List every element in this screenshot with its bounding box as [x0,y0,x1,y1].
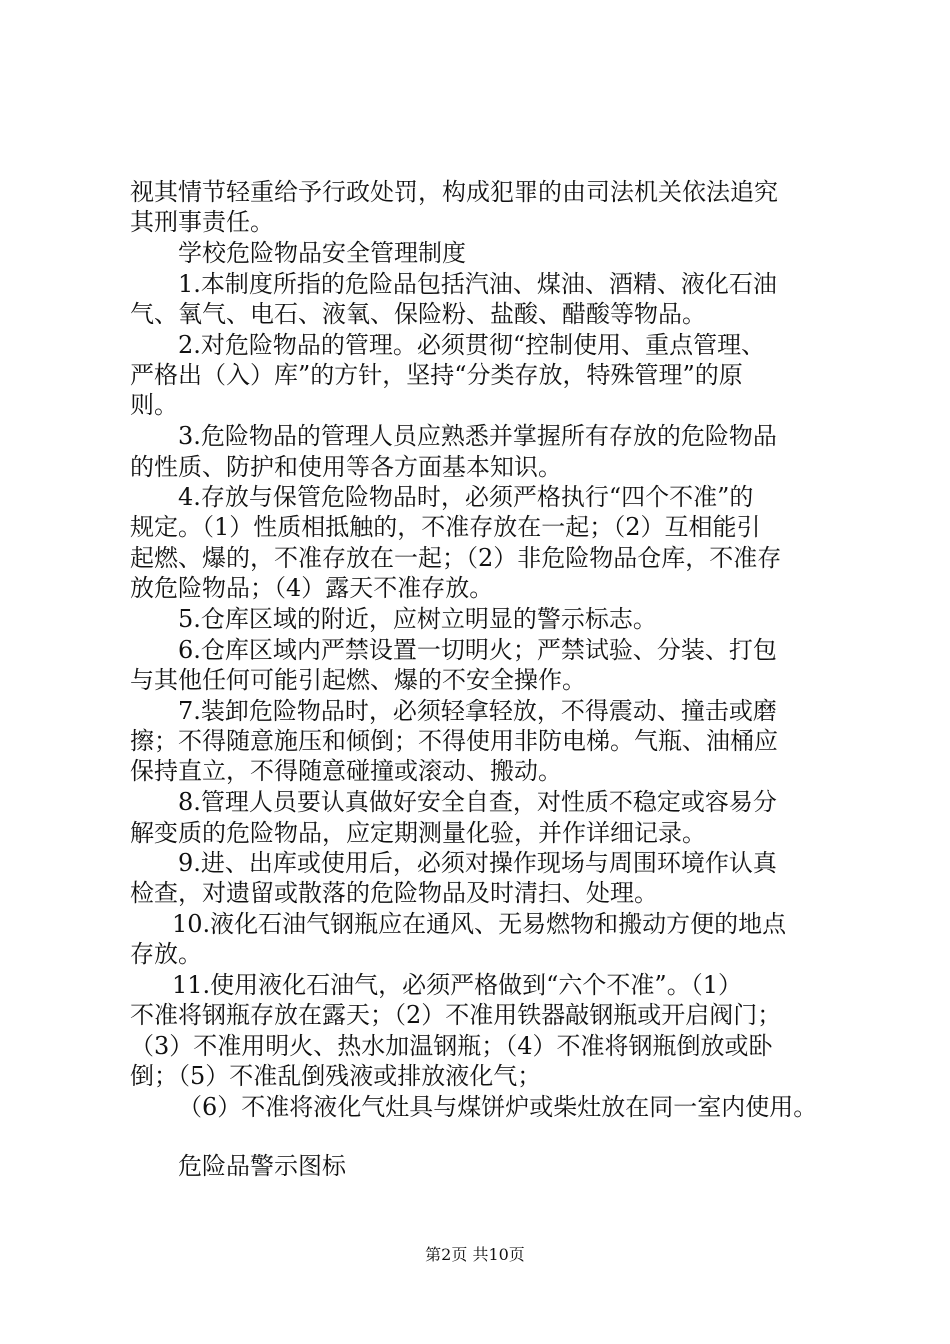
body-text-line: 2.对危险物品的管理。必须贯彻“控制使用、重点管理、 [178,331,766,359]
body-text-line: 9.进、出库或使用后，必须对操作现场与周围环境作认真 [178,849,777,877]
body-text-line: 5.仓库区域的附近，应树立明显的警示标志。 [178,605,657,633]
body-text-line: 7.装卸危险物品时，必须轻拿轻放，不得震动、撞击或磨 [178,697,777,725]
body-text-line: 3.危险物品的管理人员应熟悉并掌握所有存放的危险物品 [178,422,777,450]
body-text-line: 解变质的危险物品，应定期测量化验，并作详细记录。 [130,819,706,847]
body-text-line: 气、氧气、电石、液氧、保险粉、盐酸、醋酸等物品。 [130,300,706,328]
body-text-line: 与其他任何可能引起燃、爆的不安全操作。 [130,666,586,694]
body-text-line: 规定。（1）性质相抵触的，不准存放在一起；（2）互相能引 [130,513,761,541]
page-number-footer: 第2页 共10页 [425,1245,525,1264]
body-text-line: 11.使用液化石油气，必须严格做到“六个不准”。（1） [172,971,742,999]
body-text-line: 起燃、爆的，不准存放在一起；（2）非危险物品仓库，不准存 [130,544,782,572]
body-text-line: 检查，对遗留或散落的危险物品及时清扫、处理。 [130,879,658,907]
body-text-line: 严格出（入）库”的方针，坚持“分类存放，特殊管理”的原 [130,361,743,389]
body-text-line: 8.管理人员要认真做好安全自查，对性质不稳定或容易分 [178,788,777,816]
section-heading: 学校危险物品安全管理制度 [178,239,466,267]
body-text-line: 4.存放与保管危险物品时，必须严格执行“四个不准”的 [178,483,754,511]
body-text-line: 放危险物品；（4）露天不准存放。 [130,574,494,602]
body-text-line: 1.本制度所指的危险品包括汽油、煤油、酒精、液化石油 [178,270,777,298]
body-text-line: 其刑事责任。 [130,208,274,236]
body-text-line: 视其情节轻重给予行政处罚，构成犯罪的由司法机关依法追究 [130,178,778,206]
body-text-line: 10.液化石油气钢瓶应在通风、无易燃物和搬动方便的地点 [172,910,787,938]
body-text-line: 的性质、防护和使用等各方面基本知识。 [130,453,562,481]
body-text-line: 不准将钢瓶存放在露天；（2）不准用铁器敲钢瓶或开启阀门； [130,1001,782,1029]
section-heading: 危险品警示图标 [178,1152,346,1180]
body-text-line: （3）不准用明火、热水加温钢瓶；（4）不准将钢瓶倒放或卧 [130,1032,773,1060]
body-text-line: 擦；不得随意施压和倾倒；不得使用非防电梯。气瓶、油桶应 [130,727,778,755]
body-text-line: 6.仓库区域内严禁设置一切明火；严禁试验、分装、打包 [178,636,777,664]
body-text-line: （6）不准将液化气灶具与煤饼炉或柴灶放在同一室内使用。 [178,1093,818,1121]
body-text-line: 倒；（5）不准乱倒残液或排放液化气； [130,1062,542,1090]
body-text-line: 则。 [130,391,178,419]
body-text-line: 保持直立，不得随意碰撞或滚动、搬动。 [130,757,562,785]
body-text-line: 存放。 [130,940,202,968]
